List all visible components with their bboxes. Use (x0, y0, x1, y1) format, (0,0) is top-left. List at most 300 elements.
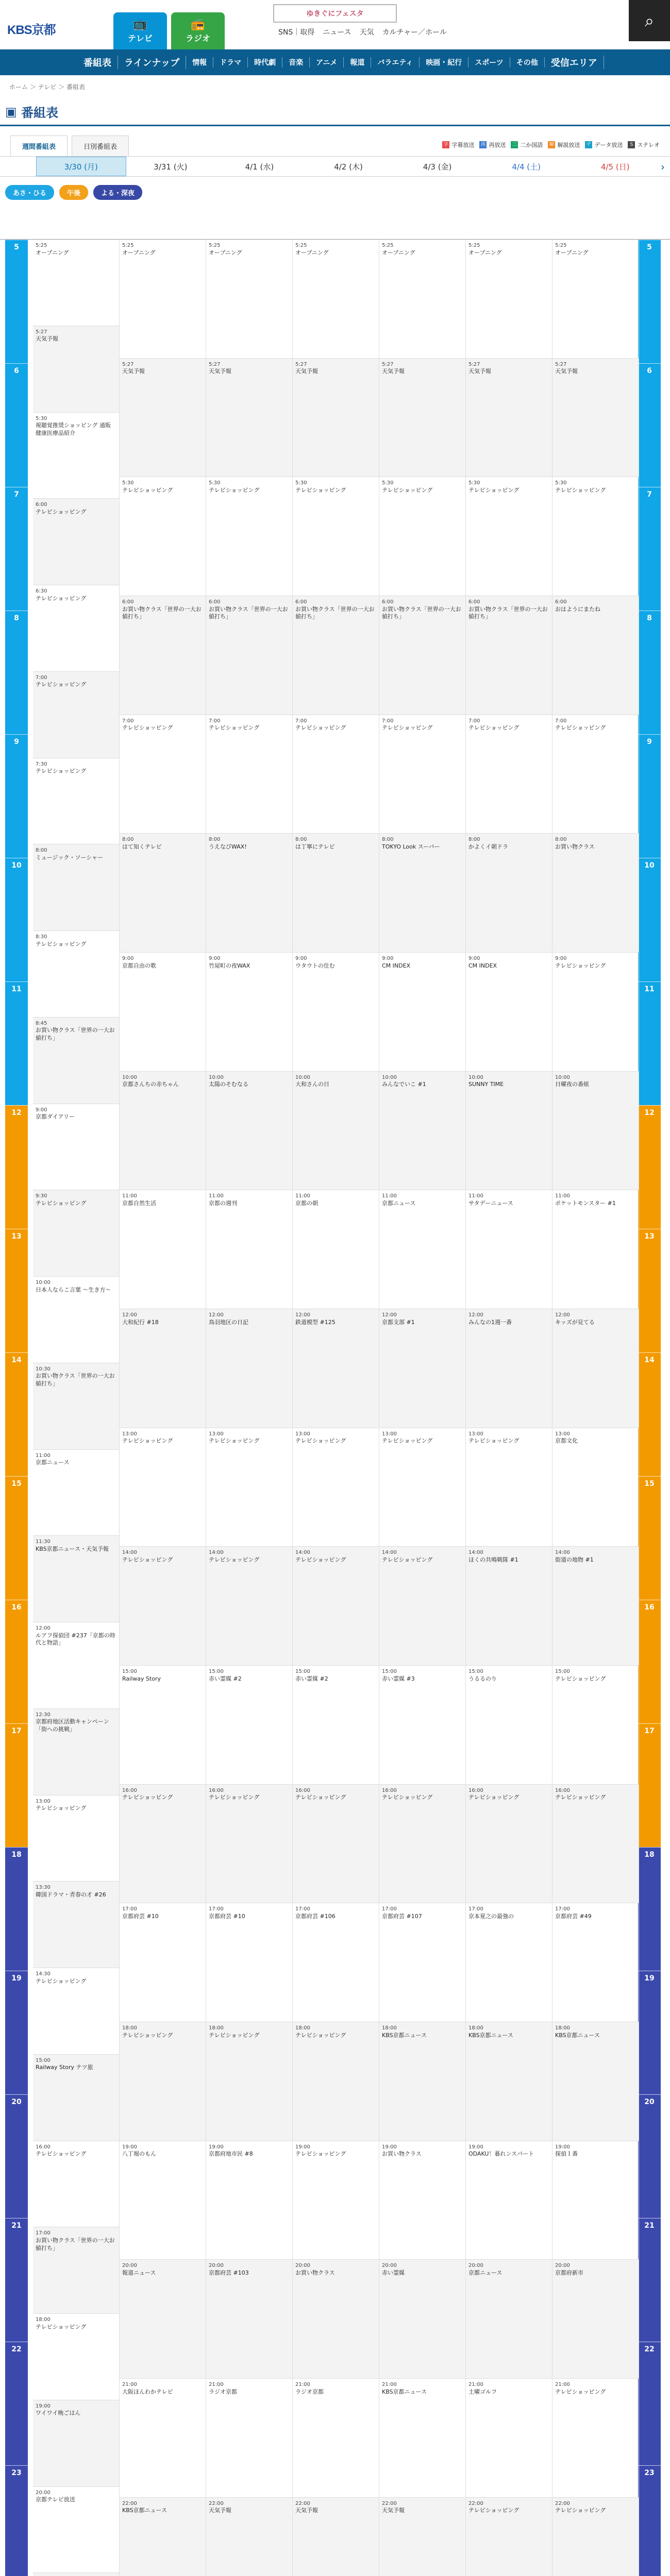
program-cell[interactable] (293, 1903, 379, 2022)
program-time: 8:30 (36, 934, 47, 940)
program-cell[interactable] (379, 2141, 465, 2260)
program-time: 5:25 (295, 243, 307, 248)
program-cell[interactable] (33, 499, 119, 585)
program-title: テレビショッピング (209, 486, 260, 494)
program-cell[interactable] (120, 1547, 206, 1666)
program-cell[interactable] (33, 672, 119, 758)
program-title: お買い物クラス「世界の一大お値打ち」 (382, 605, 461, 620)
nav-item[interactable]: スポーツ (468, 57, 510, 67)
program-cell[interactable] (466, 1428, 552, 1547)
program-time: 7:00 (36, 674, 47, 681)
program-cell[interactable] (552, 1428, 639, 1547)
program-time: 6:00 (468, 599, 480, 605)
program-title: 京都府芸 #10 (122, 1912, 159, 1920)
search-icon: ⌕ (645, 10, 654, 30)
program-title: お買い物クラス「世界の一大お値打ち」 (122, 605, 202, 620)
program-title: 京都さんちの赤ちゃん (122, 1081, 179, 1088)
hour-label: 5 (5, 240, 28, 363)
program-cell[interactable] (379, 1666, 465, 1785)
program-cell[interactable] (120, 1785, 206, 1904)
program-cell[interactable] (293, 359, 379, 478)
program-cell[interactable] (206, 2498, 292, 2576)
program-cell[interactable] (33, 326, 119, 413)
program-title: キッズが見てる (555, 1318, 595, 1326)
jump-afternoon-button[interactable]: 午後 (59, 185, 88, 200)
program-cell[interactable] (206, 1547, 292, 1666)
header-link[interactable]: カルチャー／ホール (382, 28, 447, 37)
program-cell[interactable] (33, 1018, 119, 1104)
program-title: お買い物クラス (295, 2269, 335, 2276)
program-cell[interactable] (293, 1072, 379, 1191)
program-cell[interactable] (206, 1666, 292, 1785)
nav-item[interactable]: 番組表 (77, 56, 118, 69)
program-cell[interactable] (33, 1363, 119, 1450)
date-tab[interactable]: 4/3 (金) (423, 162, 452, 172)
program-cell[interactable] (120, 1190, 206, 1309)
program-cell[interactable] (120, 2022, 206, 2141)
program-title: 報道ニュース (122, 2269, 156, 2276)
program-table-icon: ▣ (5, 104, 22, 119)
day-column (206, 240, 293, 2576)
program-title: 京都府芸 #103 (209, 2269, 249, 2276)
program-cell[interactable] (293, 2141, 379, 2260)
program-time: 5:25 (36, 243, 47, 248)
date-tab[interactable]: 4/2 (木) (334, 162, 363, 172)
program-title: 京都府地市民 #8 (209, 2150, 253, 2158)
program-cell[interactable] (552, 1785, 639, 1904)
program-cell[interactable] (120, 1903, 206, 2022)
nav-item[interactable]: ラインナップ (118, 56, 186, 69)
program-cell[interactable] (206, 953, 292, 1072)
nav-item[interactable]: 報道 (344, 57, 371, 67)
program-title: CM INDEX (468, 962, 497, 969)
nav-item[interactable]: 映画・紀行 (420, 57, 468, 67)
hour-label: 20 (638, 2094, 661, 2218)
program-title: みんなでいこ #1 (382, 1081, 426, 1088)
program-cell[interactable] (293, 2022, 379, 2141)
program-cell[interactable] (466, 477, 552, 596)
program-cell[interactable] (379, 2498, 465, 2576)
program-cell[interactable] (552, 1072, 639, 1191)
program-title: 天気予報 (122, 368, 145, 375)
program-cell[interactable] (120, 1428, 206, 1547)
program-title: テレビショッピング (36, 1199, 87, 1207)
next-week-icon[interactable]: › (661, 161, 665, 173)
program-cell[interactable] (120, 715, 206, 834)
site-logo[interactable]: KBS京都 (7, 23, 56, 37)
program-cell[interactable] (33, 1277, 119, 1363)
program-cell[interactable] (206, 2141, 292, 2260)
program-cell[interactable] (293, 2498, 379, 2576)
program-cell[interactable] (379, 359, 465, 478)
program-title: 街道の地物 #1 (555, 1556, 594, 1563)
program-cell[interactable] (120, 359, 206, 478)
program-cell[interactable] (466, 2022, 552, 2141)
tab-daily[interactable]: 日別番組表 (72, 135, 129, 156)
program-cell[interactable] (120, 1072, 206, 1191)
program-cell[interactable] (379, 2379, 465, 2498)
program-cell[interactable] (466, 1785, 552, 1904)
program-cell[interactable] (552, 2379, 639, 2498)
program-title: お買い物クラス「世界の一大お値打ち」 (209, 605, 288, 620)
program-cell[interactable] (379, 2022, 465, 2141)
program-cell[interactable] (552, 240, 639, 359)
program-title: KBS京都ニュース (555, 2031, 600, 2039)
main-nav (0, 49, 670, 75)
program-time: 22:00 (209, 2500, 224, 2506)
program-cell[interactable] (33, 1882, 119, 1968)
program-cell[interactable] (466, 1072, 552, 1191)
program-time: 9:00 (382, 956, 394, 961)
program-cell[interactable] (379, 1547, 465, 1666)
program-cell[interactable] (293, 477, 379, 596)
hour-label: 21 (638, 2218, 661, 2342)
program-time: 5:27 (555, 361, 567, 367)
program-cell[interactable] (33, 1968, 119, 2055)
program-cell[interactable] (206, 477, 292, 596)
program-title: KBS京都ニュース・天気予報 (36, 1545, 109, 1552)
program-cell[interactable] (33, 2055, 119, 2141)
program-cell[interactable] (206, 2022, 292, 2141)
program-time: 5:27 (382, 361, 394, 367)
program-title: 京都府芸 #49 (555, 1912, 592, 1920)
program-cell[interactable] (206, 240, 292, 359)
program-title: テレビショッピング (468, 1437, 520, 1445)
program-cell[interactable] (552, 715, 639, 834)
program-title: オープニング (36, 249, 69, 256)
program-time: 22:00 (295, 2500, 310, 2506)
program-time: 18:00 (209, 2025, 224, 2031)
program-title: お買い物クラス「世界の一大お値打ち」 (36, 1372, 115, 1387)
program-cell[interactable] (120, 834, 206, 953)
program-cell[interactable] (552, 1190, 639, 1309)
program-cell[interactable] (466, 1903, 552, 2022)
program-cell[interactable] (379, 2260, 465, 2379)
program-title: 天気予報 (209, 368, 231, 375)
program-cell[interactable] (293, 1666, 379, 1785)
program-title: SUNNY TIME (468, 1081, 504, 1088)
program-title: はて知くテレビ (122, 843, 162, 850)
program-cell[interactable] (33, 2227, 119, 2314)
nav-item[interactable]: ドラマ (213, 57, 248, 67)
program-title: テレビショッピング (36, 768, 87, 775)
program-cell[interactable] (293, 1190, 379, 1309)
program-title: テレビショッピング (382, 1437, 433, 1445)
program-title: 京都テレビ放送 (36, 2496, 75, 2503)
program-title: 日本人ならこ言葉 ～生き方～ (36, 1286, 111, 1293)
header-link[interactable]: SNS｜取得 (278, 28, 315, 37)
program-title: 京都ニュース (382, 1199, 416, 1207)
program-cell[interactable] (120, 2141, 206, 2260)
hour-label: 16 (638, 1600, 661, 1723)
program-cell[interactable] (466, 715, 552, 834)
program-cell[interactable] (379, 953, 465, 1072)
tv-tab[interactable]: 📺 テレビ (113, 12, 167, 49)
promo-banner[interactable]: ゆきぐにフェスタ (273, 4, 397, 23)
program-title: テレビショッピング (555, 962, 606, 969)
program-cell[interactable] (552, 477, 639, 596)
program-cell[interactable] (206, 834, 292, 953)
jump-morning-button[interactable]: あさ・ひる (5, 185, 54, 200)
nav-item[interactable]: バラエティ (371, 57, 420, 67)
program-title: 視聴覚推奨ショッピング 通販健康医療品紹介 (36, 422, 111, 436)
program-title: テレビショッピング (555, 2507, 606, 2514)
program-cell[interactable] (33, 758, 119, 845)
program-time: 8:00 (36, 848, 47, 854)
program-title: 天気予報 (295, 2507, 318, 2514)
program-cell[interactable] (206, 359, 292, 478)
program-cell[interactable] (552, 359, 639, 478)
program-cell[interactable] (552, 1309, 639, 1428)
program-cell[interactable] (466, 1190, 552, 1309)
program-cell[interactable] (466, 2141, 552, 2260)
program-cell[interactable] (552, 1903, 639, 2022)
program-time: 11:00 (555, 1193, 570, 1199)
program-cell[interactable] (206, 2379, 292, 2498)
program-cell[interactable] (293, 1785, 379, 1904)
program-time: 10:00 (36, 1280, 51, 1286)
program-title: テレビショッピング (382, 724, 433, 732)
program-cell[interactable] (293, 1428, 379, 1547)
program-title: 京都の週刊 (209, 1199, 237, 1207)
program-cell[interactable] (120, 240, 206, 359)
program-time: 9:00 (555, 956, 567, 961)
date-tab[interactable]: 4/4 (土) (512, 162, 541, 172)
program-title: テレビショッピング (295, 724, 346, 732)
program-cell[interactable] (120, 596, 206, 715)
program-cell[interactable] (293, 2379, 379, 2498)
program-time: 22:00 (122, 2500, 137, 2506)
program-cell[interactable] (379, 715, 465, 834)
program-cell[interactable] (293, 715, 379, 834)
program-title: お買い物クラス (555, 843, 595, 850)
program-cell[interactable] (33, 585, 119, 672)
program-title: 赤い霊媒 (382, 2269, 405, 2276)
program-cell[interactable] (120, 1666, 206, 1785)
program-title: うるるのり (468, 1675, 497, 1682)
program-cell[interactable] (293, 1309, 379, 1428)
program-title: 京都支部 #1 (382, 1318, 415, 1326)
program-cell[interactable] (33, 1795, 119, 1882)
program-title: 京都府芸 #106 (295, 1912, 336, 1920)
rerun-icon: 再 (479, 141, 487, 148)
program-cell[interactable] (206, 1309, 292, 1428)
program-cell[interactable] (379, 834, 465, 953)
program-cell[interactable] (33, 240, 119, 326)
program-time: 16:00 (382, 1787, 397, 1793)
hour-label: 23 (638, 2465, 661, 2576)
program-cell[interactable] (466, 240, 552, 359)
program-cell[interactable] (379, 1428, 465, 1547)
date-tab[interactable]: 3/30 (月) (36, 157, 126, 176)
program-cell[interactable] (120, 477, 206, 596)
program-cell[interactable] (206, 2260, 292, 2379)
program-cell[interactable] (120, 1309, 206, 1428)
radio-tab[interactable]: 📻 ラジオ (171, 12, 225, 49)
program-title: テレビショッピング (122, 724, 173, 732)
program-cell[interactable] (33, 2141, 119, 2228)
program-title: お買い物クラス (382, 2150, 422, 2158)
program-cell[interactable] (293, 953, 379, 1072)
program-title: 韓国ドラマ・青春の才 #26 (36, 1891, 106, 1898)
nav-item[interactable]: その他 (510, 57, 545, 67)
program-time: 17:00 (382, 1906, 397, 1912)
program-time: 10:30 (36, 1366, 51, 1372)
program-time: 5:27 (209, 361, 221, 367)
program-cell[interactable] (552, 2498, 639, 2576)
program-time: 19:00 (36, 2403, 51, 2409)
jump-night-button[interactable]: よる・深夜 (93, 185, 142, 200)
program-cell[interactable] (33, 931, 119, 1018)
program-cell[interactable] (552, 1547, 639, 1666)
hour-label: 18 (638, 1847, 661, 1971)
hour-label: 6 (638, 363, 661, 487)
program-title: ポケットモンスター #1 (555, 1199, 616, 1207)
program-cell[interactable] (379, 240, 465, 359)
program-cell[interactable] (379, 1309, 465, 1428)
program-cell[interactable] (466, 1666, 552, 1785)
program-cell[interactable] (293, 834, 379, 953)
program-cell[interactable] (466, 596, 552, 715)
program-title: 天気予報 (36, 335, 58, 343)
program-cell[interactable] (120, 2260, 206, 2379)
program-time: 11:00 (295, 1193, 310, 1199)
tab-weekly[interactable]: 週間番組表 (10, 135, 68, 156)
program-cell[interactable] (552, 1666, 639, 1785)
hour-label: 14 (5, 1352, 28, 1476)
program-cell[interactable] (33, 413, 119, 499)
program-cell[interactable] (120, 2379, 206, 2498)
program-cell[interactable] (552, 2260, 639, 2379)
program-title: オープニング (468, 249, 502, 256)
program-cell[interactable] (120, 2498, 206, 2576)
program-cell[interactable] (33, 1190, 119, 1277)
program-time: 13:00 (468, 1431, 483, 1437)
program-cell[interactable] (293, 596, 379, 715)
program-time: 11:30 (36, 1539, 51, 1545)
program-cell[interactable] (552, 596, 639, 715)
program-title: KBS京都ニュース (382, 2031, 427, 2039)
program-cell[interactable] (33, 1450, 119, 1536)
program-cell[interactable] (379, 1072, 465, 1191)
program-time: 12:00 (209, 1312, 224, 1318)
program-cell[interactable] (206, 1903, 292, 2022)
program-title: みんなの1週一番 (468, 1318, 512, 1326)
program-cell[interactable] (33, 2487, 119, 2573)
program-cell[interactable] (206, 1072, 292, 1191)
hour-label: 10 (638, 858, 661, 981)
program-cell[interactable] (552, 834, 639, 953)
program-cell[interactable] (206, 1785, 292, 1904)
program-cell[interactable] (33, 1536, 119, 1622)
program-cell[interactable] (206, 1428, 292, 1547)
date-tab[interactable]: 4/5 (日) (600, 162, 630, 172)
program-cell[interactable] (466, 2498, 552, 2576)
program-title: テレビショッピング (295, 2150, 346, 2158)
program-cell[interactable] (206, 715, 292, 834)
program-time: 11:00 (36, 1452, 51, 1459)
hour-label: 17 (5, 1723, 28, 1847)
program-cell[interactable] (552, 2141, 639, 2260)
program-title: かよくイ朝ドラ (468, 843, 508, 850)
program-time: 18:00 (122, 2025, 137, 2031)
program-title: 京都府芸 #107 (382, 1912, 422, 1920)
program-title: 京本夏之の最強の (468, 1912, 514, 1920)
program-time: 15:00 (555, 1669, 570, 1674)
program-cell[interactable] (466, 2379, 552, 2498)
program-cell[interactable] (206, 1190, 292, 1309)
program-cell[interactable] (33, 2314, 119, 2400)
program-cell[interactable] (33, 1104, 119, 1191)
date-tab[interactable]: 4/1 (水) (245, 162, 274, 172)
program-cell[interactable] (466, 1547, 552, 1666)
program-title: テレビショッピング (36, 1977, 87, 1985)
program-cell[interactable] (379, 1785, 465, 1904)
date-tab[interactable]: 3/31 (火) (154, 162, 188, 172)
nav-item[interactable]: 情報 (186, 57, 213, 67)
program-cell[interactable] (293, 1547, 379, 1666)
program-cell[interactable] (206, 596, 292, 715)
breadcrumb[interactable]: ホーム ＞ テレビ ＞ 番組表 (9, 83, 86, 91)
program-time: 22:00 (555, 2500, 570, 2506)
program-time: 18:00 (295, 2025, 310, 2031)
header-link[interactable]: 天気 (359, 28, 374, 37)
nav-item[interactable]: アニメ (310, 57, 344, 67)
program-cell[interactable] (293, 2260, 379, 2379)
program-time: 21:00 (122, 2382, 137, 2387)
program-cell[interactable] (466, 834, 552, 953)
program-cell[interactable] (466, 2260, 552, 2379)
program-title: ウタウトの住む (295, 962, 335, 969)
program-time: 5:27 (295, 361, 307, 367)
hour-label: 14 (638, 1352, 661, 1476)
nav-item[interactable]: 受信エリア (545, 56, 604, 69)
program-cell[interactable] (379, 1903, 465, 2022)
program-title: テレビショッピング (295, 1794, 346, 1801)
day-column (466, 240, 552, 2576)
program-title: テレビショッピング (209, 1794, 260, 1801)
hour-label: 11 (5, 981, 28, 1105)
nav-item[interactable]: 時代劇 (248, 57, 282, 67)
program-title: 土曜ゴルフ (468, 2388, 497, 2395)
program-cell[interactable] (33, 1709, 119, 1795)
program-cell[interactable] (552, 2022, 639, 2141)
program-cell[interactable] (379, 596, 465, 715)
program-title: オープニング (555, 249, 589, 256)
search-button[interactable] (629, 0, 670, 41)
program-time: 17:00 (209, 1906, 224, 1912)
nav-item[interactable]: 音楽 (282, 57, 310, 67)
program-title: KBS京都ニュース (468, 2031, 513, 2039)
program-time: 5:30 (555, 480, 567, 486)
program-cell[interactable] (293, 240, 379, 359)
program-cell[interactable] (466, 359, 552, 478)
program-time: 20:00 (468, 2263, 483, 2269)
header-link[interactable]: ニュース (323, 28, 351, 37)
program-time: 13:00 (295, 1431, 310, 1437)
program-cell[interactable] (33, 2573, 119, 2576)
program-cell[interactable] (33, 2400, 119, 2487)
program-cell[interactable] (120, 953, 206, 1072)
program-cell[interactable] (33, 1622, 119, 1709)
program-cell[interactable] (33, 844, 119, 931)
program-cell[interactable] (379, 1190, 465, 1309)
program-cell[interactable] (552, 953, 639, 1072)
program-title: 天気予報 (295, 368, 318, 375)
program-cell[interactable] (466, 1309, 552, 1428)
program-cell[interactable] (379, 477, 465, 596)
program-cell[interactable] (466, 953, 552, 1072)
